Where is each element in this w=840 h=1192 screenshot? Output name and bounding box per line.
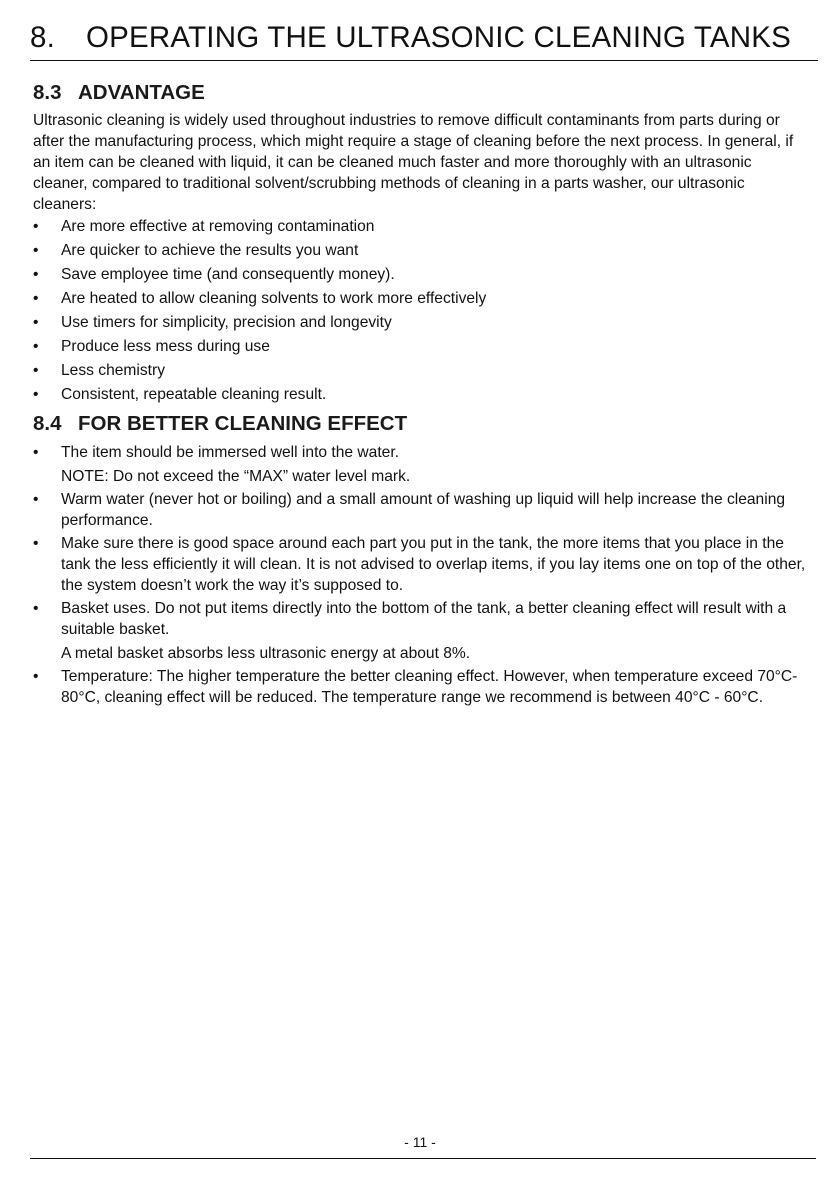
list-item	[33, 335, 809, 359]
basket-note: A metal basket absorbs less ultrasonic energy at about 8%.	[61, 645, 471, 662]
list-item	[33, 287, 809, 311]
list-item	[33, 533, 809, 596]
chapter-title-text: OPERATING THE ULTRASONIC CLEANING TANKS	[86, 21, 791, 54]
list-item-text: Are more effective at removing contamination	[61, 218, 375, 235]
section-number: 8.4	[33, 412, 62, 435]
list-item-text: Make sure there is good space around each part you put in the tank, the more items that you place in the tank the less efficiently it will clean. It is not advised to overlap items, if you lay items one on top of the other, the system doesn’t work the way it’s supposed to.	[61, 535, 806, 594]
bullet-icon: •	[33, 266, 39, 283]
bullet-icon: •	[33, 242, 39, 259]
title-divider	[30, 60, 818, 61]
list-item-text: Less chemistry	[61, 362, 165, 379]
section-heading-better-cleaning	[33, 411, 809, 437]
section-heading-advantage	[33, 80, 809, 106]
bullet-icon: •	[33, 535, 39, 552]
bullet-icon: •	[33, 600, 39, 617]
section-title: ADVANTAGE	[78, 81, 205, 104]
list-item-text: Consistent, repeatable cleaning result.	[61, 386, 327, 403]
page-content	[33, 80, 809, 710]
list-item-text: Use timers for simplicity, precision and longevity	[61, 314, 392, 331]
section-title: FOR BETTER CLEANING EFFECT	[78, 412, 408, 435]
bullet-icon: •	[33, 362, 39, 379]
bullet-icon: •	[33, 218, 39, 235]
section-number: 8.3	[33, 81, 62, 104]
list-item	[33, 239, 809, 263]
list-item-text: Produce less mess during use	[61, 338, 270, 355]
advantage-intro-paragraph: Ultrasonic cleaning is widely used throughout industries to remove difficult contaminants from parts during or after the manufacturing process, which might require a stage of cleaning before the next process. In general, if an item can be cleaned with liquid, it can be cleaned much faster and more thoroughly with an ultrasonic cleaner, compared to traditional solvent/scrubbing methods of cleaning in a parts washer, our ultrasonic cleaners:	[33, 112, 794, 213]
water-level-note: NOTE: Do not exceed the “MAX” water level mark.	[61, 468, 411, 485]
bullet-icon: •	[33, 444, 39, 461]
chapter-title	[30, 18, 820, 58]
advantage-list	[33, 215, 809, 407]
bullet-icon: •	[33, 314, 39, 331]
list-item	[33, 666, 809, 708]
list-item	[33, 442, 809, 487]
list-item	[33, 383, 809, 407]
list-item-text: Are quicker to achieve the results you want	[61, 242, 359, 259]
bullet-icon: •	[33, 338, 39, 355]
list-item-text: Are heated to allow cleaning solvents to work more effectively	[61, 290, 487, 307]
list-item	[33, 598, 809, 664]
cleaning-tips-list	[33, 442, 809, 708]
list-item	[33, 215, 809, 239]
list-item	[33, 311, 809, 335]
list-item	[33, 359, 809, 383]
chapter-number: 8.	[30, 21, 56, 54]
bullet-icon: •	[33, 668, 39, 685]
list-item	[33, 263, 809, 287]
bullet-icon: •	[33, 386, 39, 403]
footer-divider	[30, 1158, 816, 1159]
list-item	[33, 489, 809, 531]
list-item-text: Basket uses. Do not put items directly into the bottom of the tank, a better cleaning effect will result with a suitable basket.	[61, 600, 787, 638]
list-item-text: Temperature: The higher temperature the better cleaning effect. However, when temperature exceed 70°C-80°C, cleaning effect will be reduced. The temperature range we recommend is between 40°C - 60°C.	[61, 668, 798, 706]
page-number: - 11 -	[404, 1134, 436, 1150]
list-item-text: Save employee time (and consequently money).	[61, 266, 395, 283]
list-item-text: The item should be immersed well into the water.	[61, 444, 400, 461]
bullet-icon: •	[33, 290, 39, 307]
list-item-text: Warm water (never hot or boiling) and a small amount of washing up liquid will help increase the cleaning performance.	[61, 491, 786, 529]
bullet-icon: •	[33, 491, 39, 508]
